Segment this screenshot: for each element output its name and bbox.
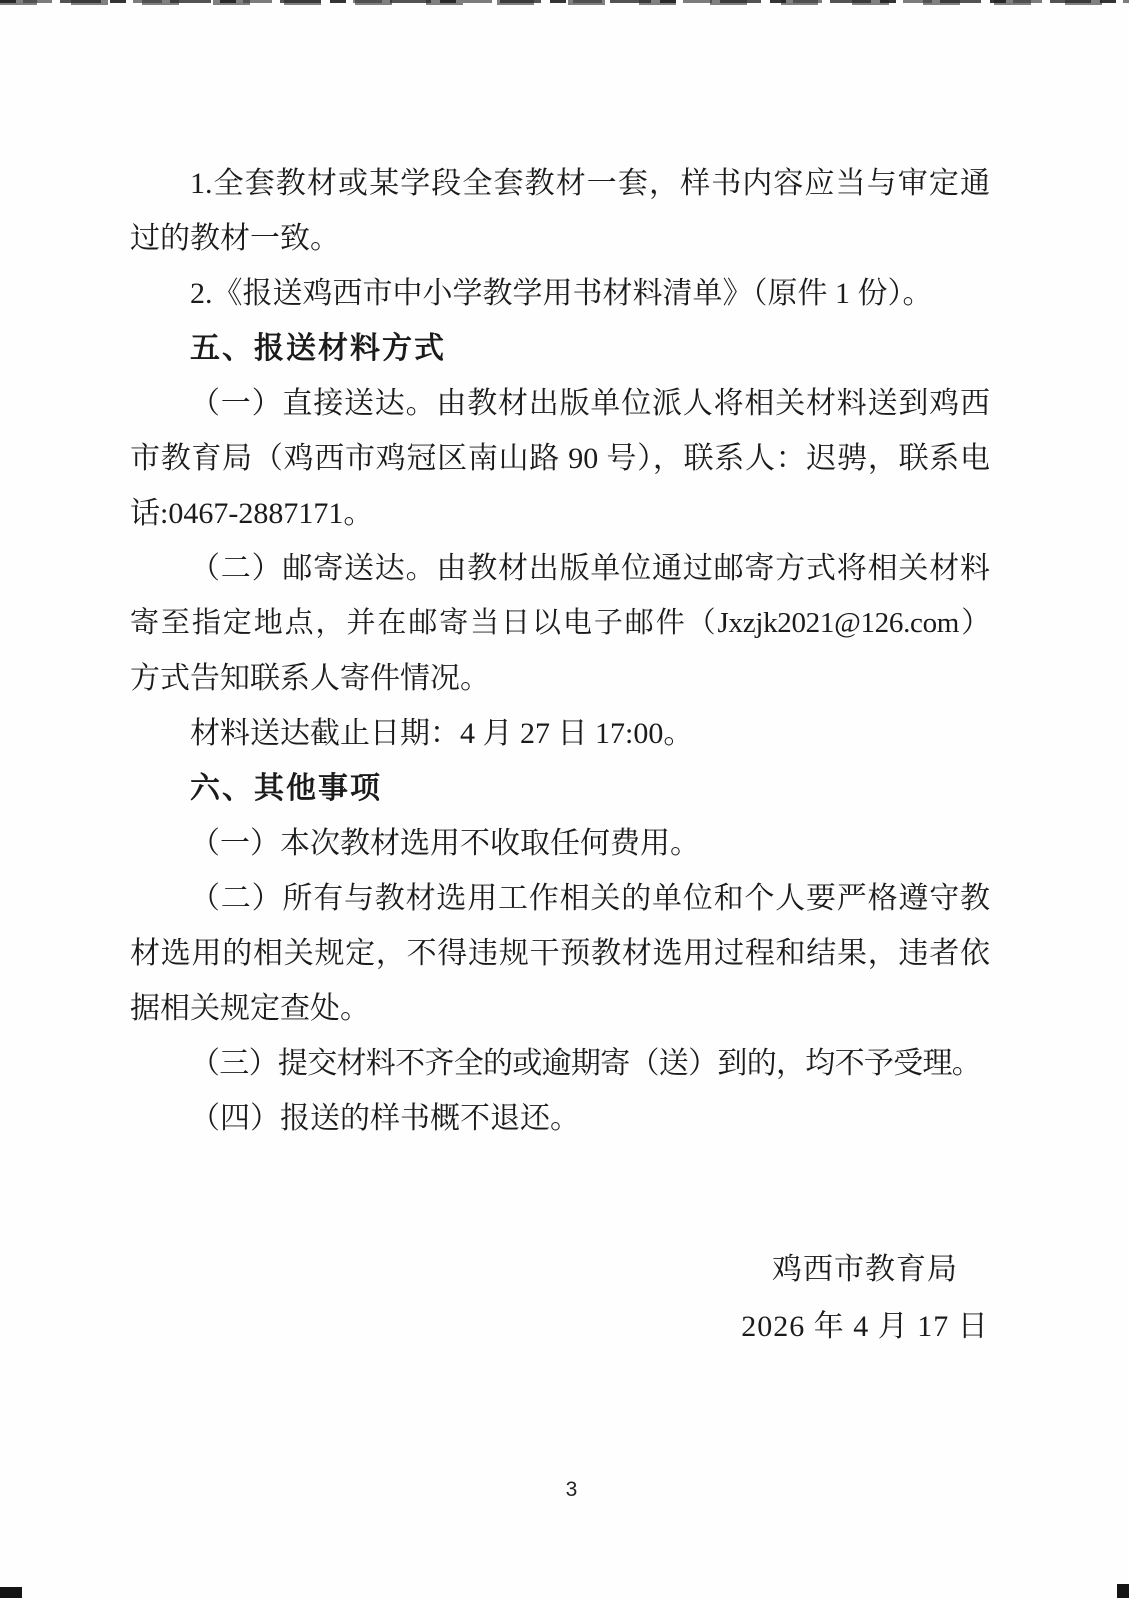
text-line: （一）本次教材选用不收取任何费用。 (190, 827, 700, 860)
page-number: 3 (565, 1478, 578, 1501)
text-line: （四）报送的样书概不退还。 (190, 1102, 580, 1135)
document-body (130, 156, 990, 1146)
scan-artifact-bottom-right (1117, 1584, 1129, 1598)
section-heading-6: 六、其他事项 (190, 772, 382, 805)
text-line: （二）所有与教材选用工作相关的单位和个人要严格遵守教 (190, 882, 990, 915)
section-heading-5: 五、报送材料方式 (190, 332, 446, 365)
text-line: （三）提交材料不齐全的或逾期寄（送）到的，均不予受理。 (190, 1047, 982, 1080)
text-line: （二）邮寄送达。由教材出版单位通过邮寄方式将相关材料 (190, 552, 990, 585)
text-line: （一）直接送达。由教材出版单位派人将相关材料送到鸡西 (190, 387, 990, 420)
text-line: 材料送达截止日期：4 月 27 日 17:00。 (190, 717, 694, 750)
signature-block (660, 1241, 1070, 1355)
text-line: 据相关规定查处。 (130, 992, 370, 1025)
text-line: 市教育局（鸡西市鸡冠区南山路 90 号），联系人：迟骋，联系电 (130, 442, 990, 475)
signature-org: 鸡西市教育局 (772, 1253, 958, 1286)
signature-date: 2026 年 4 月 17 日 (741, 1310, 989, 1343)
text-line: 1.全套教材或某学段全套教材一套，样书内容应当与审定通 (190, 167, 990, 200)
text-line: 过的教材一致。 (130, 222, 340, 255)
text-line: 话:0467-2887171。 (130, 497, 374, 530)
scan-artifact-bottom-left (0, 1587, 22, 1598)
text-line: 材选用的相关规定，不得违规干预教材选用过程和结果，违者依 (130, 937, 990, 970)
text-line: 方式告知联系人寄件情况。 (130, 662, 490, 695)
scan-artifact-top-edge (0, 0, 1129, 6)
text-line: 2.《报送鸡西市中小学教学用书材料清单》（原件 1 份）。 (190, 277, 933, 310)
text-line: 寄至指定地点，并在邮寄当日以电子邮件（Jxzjk2021@126.com） (130, 607, 990, 639)
